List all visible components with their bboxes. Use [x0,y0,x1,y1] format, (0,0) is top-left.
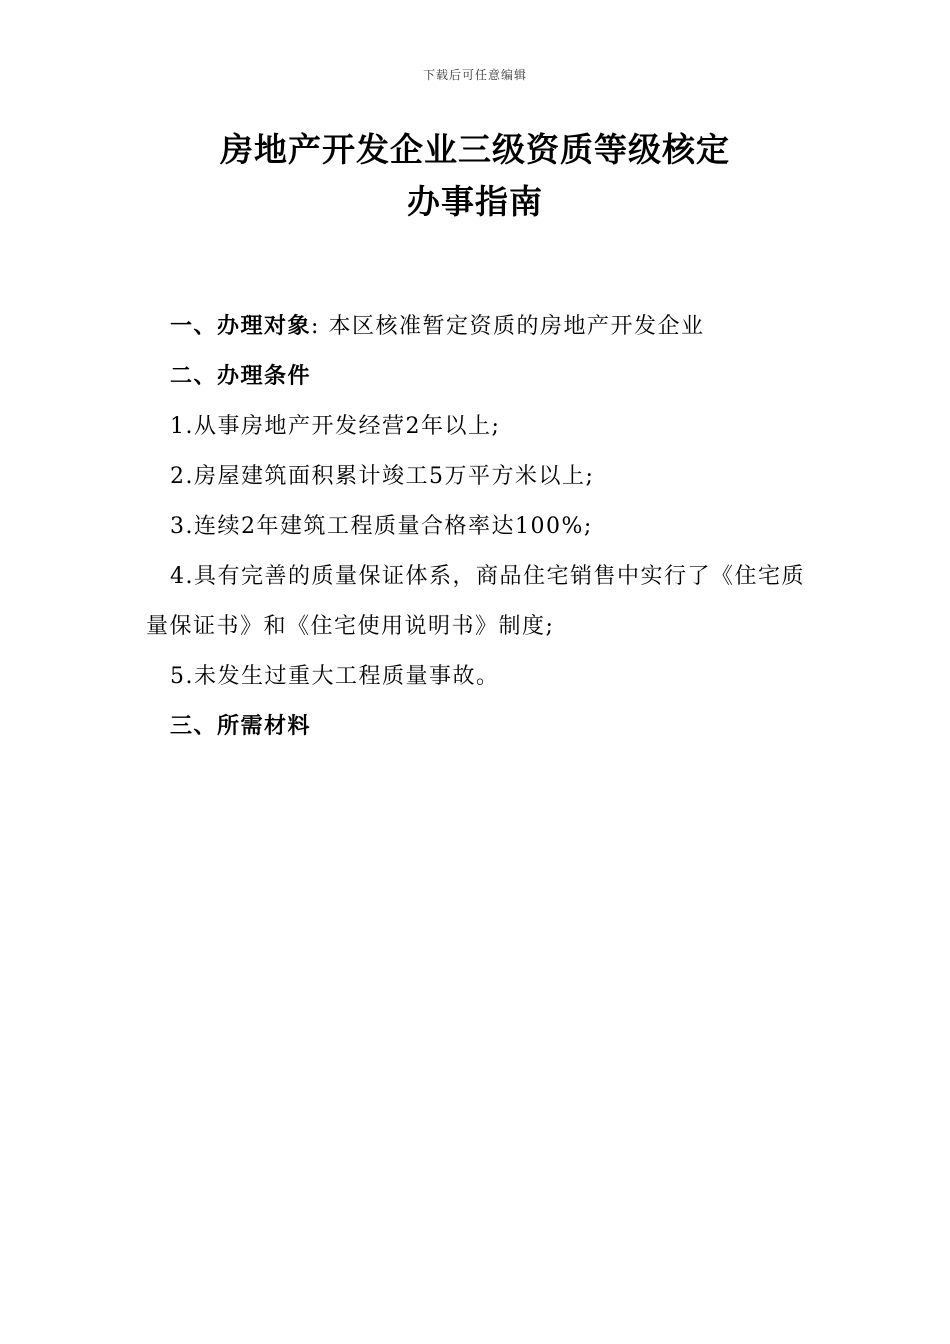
object-paragraph [146,302,811,352]
header-note: 下载后可任意编辑 [422,68,527,82]
materials-heading: 三、所需材料 [170,714,312,739]
condition-item-4: 4.具有完善的质量保证体系，商品住宅销售中实行了《住宅质量保证书》和《住宅使用说明书》制度; [146,564,805,639]
document-body [146,302,811,752]
condition-item-3: 3.连续2年建筑工程质量合格率达100%; [170,514,593,539]
title-line-2: 办事指南 [407,182,543,221]
document-title [0,124,950,228]
condition-item-5: 5.未发生过重大工程质量事故。 [170,664,500,689]
object-text: 本区核准暂定资质的房地产开发企业 [328,314,705,339]
condition-item-1: 1.从事房地产开发经营2年以上; [170,414,501,439]
title-line-1: 房地产开发企业三级资质等级核定 [220,130,730,169]
object-colon: : [311,314,320,339]
object-heading: 一、办理对象 [170,314,312,339]
condition-item-2: 2.房屋建筑面积累计竣工5万平方米以上; [170,464,595,489]
conditions-heading: 二、办理条件 [170,364,312,389]
